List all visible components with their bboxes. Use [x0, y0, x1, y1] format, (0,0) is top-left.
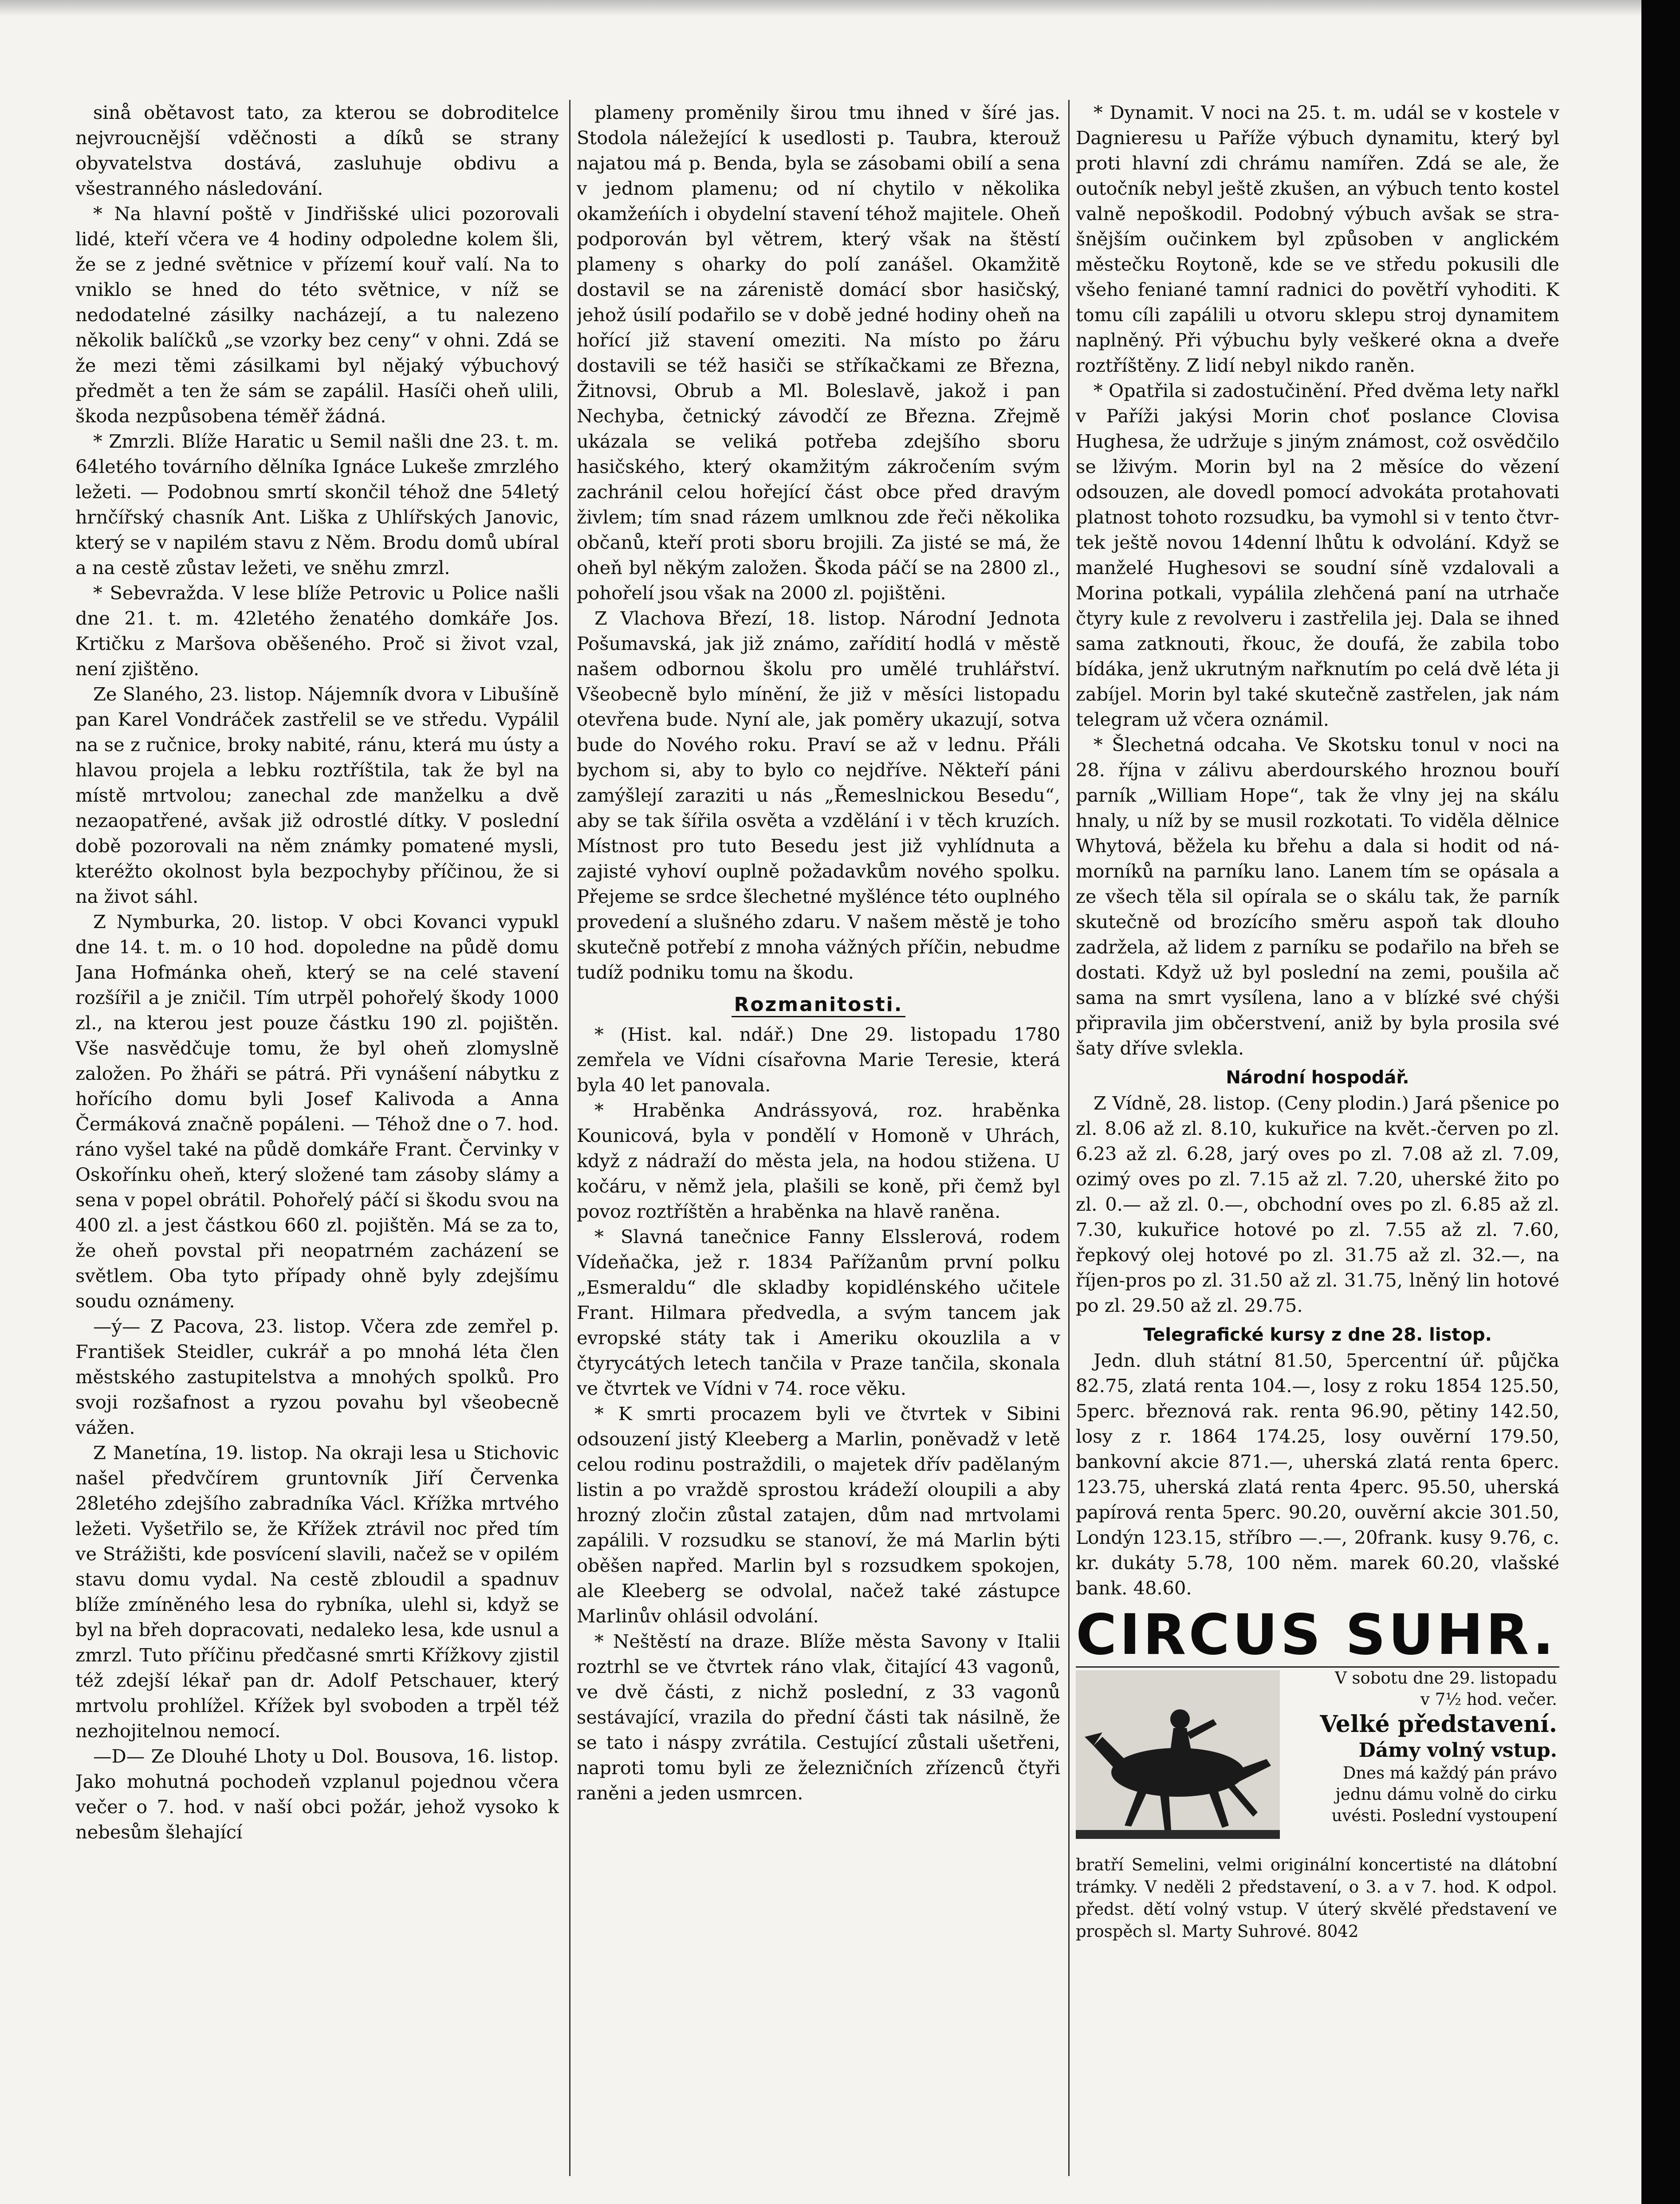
- news-paragraph: * Šlechetná odcaha. Ve Skotsku tonul v noci na 28. října v zálivu aberdourského hroznou bouří parník „William Hope“, tak že vlny jej na skálu hnaly, u níž by se musil rozkotati. To viděla dělnice Whytová, běžela ku břehu a dala si hodit od námorníků na parníku lano. Lanem tím se opásala a ze všech těla sil opírala se o skálu tak, že parník skutečně od brozícího směru aspoň tak dlouho zadržela, až lidem z parníku se podařilo na břeh se dostati. Když už byl poslední na zemi, poušila ač sama na smrt vysílena, lano a v blízké své chýši připravila jim občerstvení, aniž by byla prosila své šaty dříve svlekla.: [1076, 734, 1559, 1059]
- circus-line-6: jednu dámu volně do cirku: [1335, 1785, 1557, 1804]
- circus-ladies-free: Dámy volný vstup.: [1358, 1739, 1557, 1762]
- section-heading: [577, 992, 1060, 1017]
- text-column-2: [577, 100, 1060, 2176]
- news-paragraph: * Hraběnka Andrássyová, roz. hraběnka Kounicová, byla v pondělí v Homoně v Uhrách, když z nádraží do města jela, na hodou stižena. U kočáru, v němž jela, plašili se koně, při čemž byl povoz roztříštěn a hraběnka na hlavě raněna.: [577, 1099, 1060, 1222]
- circus-advertisement: [1076, 1666, 1559, 1965]
- news-paragraph: Z Nymburka, 20. listop. V obci Kovanci vypukl dne 14. t. m. o 10 hod. dopoledne na půdě domu Jana Hofmánka oheň, který se na celé stavení rozšířil a je zničil. Tím utrpěl pohořelý škody 1000 zl., na kterou jest pouze částku 190 zl. pojištěn. Vše nasvědčuje tomu, že byl oheň zlomyslně založen. Po žháři se pátrá. Při vynášení nábytku z hořícího domu byli Josef Kalivoda a Anna Čermáková značně popáleni. — Téhož dne o 7. hod. ráno vyšel také na půdě domkáře Frant. Červinky v Oskořínku oheň, který složené tam zásoby slámy a sena v popel obrátil. Pohořelý páčí si škodu svou na 400 zl. a jest částkou 660 zl. pojištěn. Má se za to, že oheň povstal při neopatrném zacházení se světlem. Oba tyto případy ohně byly zdejšímu soudu oznámeny.: [75, 911, 559, 1312]
- news-paragraph: * Na hlavní poště v Jindřišské ulici pozorovali lidé, kteří včera ve 4 hodiny odpoledne kolem šli, že se z jedné světnice v přízemí kouř valí. Na to vniklo se hned do této světnice, v níž se nedodatelné zásilky nacházejí, a tu nalezeno několik balíčků „se vzorky bez ceny“ v ohni. Zdá se že mezi těmi zásilkami byl nějaký výbuchový předmět a ten že sám se zapálil. Hasíči oheň ulili, škoda nezpůsobena téměř žádná.: [75, 203, 559, 427]
- circus-headline: Velké představení.: [1320, 1711, 1557, 1738]
- column-rule: [569, 100, 570, 2176]
- scan-right-border: [1641, 0, 1680, 2204]
- column-rule: [1068, 100, 1070, 2176]
- news-paragraph: sinå obětavost tato, za kterou se dobroditelce nejvroucnější vděčnosti a díků se strany obyvatelstva dostává, zasluhuje obdivu a všestranného následování.: [75, 102, 559, 199]
- news-paragraph: Ze Slaného, 23. listop. Nájemník dvora v Libušíně pan Karel Vondráček zastřelil se ve středu. Vypálil na se z ručnice, broky nabité, ránu, která mu ústy a hlavou projela a lebku roztříštila, tak že byl na místě mrtvolou; zanechal zde manželku a dvě nezaopatřené, avšak již odrostlé dítky. V poslední době pozorovali na něm známky pomatené mysli, kteréžto okolnost byla bezpochyby příčinou, že si na život sáhl.: [75, 683, 559, 907]
- news-paragraph: * Dynamit. V noci na 25. t. m. udál se v kostele v Dagnieresu u Paříže výbuch dynamitu, který byl proti hlavní zdi chrámu namířen. Zdá se ale, že outočník nebyl ještě zkušen, an výbuch tento kostel valně nepoškodil. Podobný výbuch avšak se strašnějším oučinkem byl způsoben v anglickém městečku Roytoně, kde se ve středu pokusili dle všeho feniané tamní radnici do povětří vyhoditi. K tomu cíli zapálili u otvoru sklepu stroj dynamitem naplněný. Při výbuchu byly veškeré okna a dveře roztříštěny. Z lidí nebyl nikdo raněn.: [1076, 102, 1559, 376]
- newspaper-page: [75, 100, 1559, 2185]
- subsection-heading: Telegrafické kursy z dne 28. listop.: [1143, 1325, 1492, 1345]
- circus-line-5: Dnes má každý pán právo: [1342, 1763, 1557, 1783]
- news-paragraph: * Slavná tanečnice Fanny Elsslerová, rodem Vídeňačka, jež r. 1834 Pařížanům první polku „Esmeraldu“ dle skladby kopidlénského učitele Frant. Hilmara předvedla, a svým tancem jak evropské státy tak i Ameriku okouzlila a v čtyrycátých letech tančila v Praze tančila, skonala ve čtvrtek ve Vídni v 74. roce věku.: [577, 1226, 1060, 1399]
- text-column-1: [75, 100, 559, 2176]
- news-paragraph: —ý— Z Pacova, 23. listop. Včera zde zemřel p. František Steidler, cukrář a po mnohá léta člen městského zastupitelstva a mnohých spolků. Pro svoji rozšafnost a ryzou povahu byl všeobecně vážen.: [75, 1315, 559, 1438]
- horse-rider-illustration: [1076, 1670, 1280, 1839]
- news-paragraph: Jedn. dluh státní 81.50, 5percentní úř. půjčka 82.75, zlatá renta 104.—, losy z roku 1854 125.50, 5perc. březnová rak. renta 96.90, pětiny 142.50, losy z r. 1864 174.25, losy ouvěrní 179.50, bankovní akcie 871.—, uherská zlatá renta 6perc. 123.75, uherská zlatá renta 4perc. 95.50, uherská papírová renta 5perc. 90.20, ouvěrní akcie 301.50, Londýn 123.15, stříbro —.—, 20frank. kusy 9.76, c. kr. dukáty 5.78, 100 něm. marek 60.20, vlašské bank. 48.60.: [1076, 1350, 1559, 1599]
- circus-date: V sobotu dne 29. listopadu: [1335, 1669, 1557, 1688]
- news-paragraph: Z Vlachova Březí, 18. listop. Národní Jednota Pošumavská, jak již známo, zařídití hodlá v městě našem odbornou školu pro umělé truhlářství. Všeobecně bylo mínění, že již v měsíci listopadu otevřena bude. Nyní ale, jak poměry ukazují, sotva bude do Nového roku. Praví se až v lednu. Přáli bychom si, aby to bylo co nejdříve. Někteří páni zamýšlejí zaraziti u nás „Řemeslnickou Besedu“, aby se tak šířila osvěta a vzdělání i v těch kruzích. Místnost pro tuto Besedu jest již vyhlídnuta a zajisté vyhoví ouplně požadavkům nového spolku. Přejeme se srdce šlechetné myšlénce této ouplného provedení a slušného zdaru. V našem městě je toho skutečně potřebí z mnoha vážných příčin, nebudme tudíž podniku tomu na škodu.: [577, 607, 1060, 983]
- news-paragraph: * K smrti procazem byli ve čtvrtek v Sibini odsouzení jistý Kleeberg a Marlin, poněvadž v letě celou rodinu postraždili, o majetek dřív padělaným listin a po vraždě sprostou krádeží oloupili a aby hrozný zločin zůstal zatajen, dům nad mrtvolami zapálili. V rozsudku se stanoví, že má Marlin býti oběšen napřed. Marlin byl s rozsudkem spokojen, ale Kleeberg se odvolal, načež také zástupce Marlinův ohlásil odvolání.: [577, 1403, 1060, 1627]
- news-paragraph: Z Manetína, 19. listop. Na okraji lesa u Stichovic našel předvčírem gruntovník Jiří Červenka 28letého zdejšího zabradníka Václ. Křížka mrtvého ležeti. Vyšetřilo se, že Křížek ztrávil noc před tím ve Strážišti, kde posvícení slavili, načež se v opilém stavu domu vydal. Na cestě zbloudil a spadnuv blíže zmíněného lesa do rybníka, ulehl si, když se byl na břeh dopracovati, nedaleko lesa, kde usnul a zmrzl. Tuto příčinu předčasné smrti Křížkovy zjistil též zdejší lékař pan dr. Adolf Petschauer, který mrtvolu prohlížel. Křížek byl svoboden a trpěl též nezhojitelnou nemocí.: [75, 1442, 559, 1742]
- circus-advert-text: [1282, 1668, 1557, 1826]
- column-3-articles: [1076, 100, 1559, 1601]
- news-paragraph: Z Vídně, 28. listop. (Ceny plodin.) Jará pšenice po zl. 8.06 až zl. 8.10, kukuřice na květ.-červen po zl. 6.23 až zl. 6.28, jarý oves po zl. 7.08 až zl. 7.09, ozimý oves po zl. 7.15 až zl. 7.20, uherské žito po zl. 0.— až zl. 0.—, obchodní oves po zl. 6.85 až zl. 7.30, kukuřice hotové po zl. 7.55 až zl. 7.60, řepkový olej hotové po zl. 31.75 až zl. 32.—, na říjen-pros po zl. 31.50 až zl. 31.75, lněný lin hotové po zl. 29.50 až zl. 29.75.: [1076, 1092, 1559, 1316]
- circus-advert-footer: bratří Semelini, velmi originální koncertisté na dlátobní trámky. V neděli 2 představení, o 3. a v 7. hod. K odpol. předst. dětí volný vstup. V úterý skvělé představení ve prospěch sl. Marty Suhrové. 8042: [1076, 1855, 1557, 1941]
- section-heading-text: Rozmanitosti.: [732, 993, 906, 1017]
- news-paragraph: plameny proměnily širou tmu ihned v šíré jas. Stodola náležející k usedlosti p. Taubra, kterouž najatou má p. Benda, byla se zásobami obilí a sena v jednom plamenu; od ní chytilo v několika okamžeńích i obydelní stavení téhož majitele. Oheň podporován byl větrem, který však na štěstí plameny s oharky do polí zanášel. Okamžitě dostavil se na zárenistě domácí sbor hasičský, jehož úsilí podařilo se v době jedné hodiny oheň na hořící již stavení omeziti. Na místo po žáru dostavili se též hasiči se stříkačkami ze Března, Žitnovsi, Obrub a Ml. Boleslavě, jakož i pan Nechyba, četnický závodčí ze Března. Zřejmě ukázala se veliká potřeba zdejšího sboru hasičského, který okamžitým zákročením svým zachránil celou hořející část obce před dravým živlem; tím snad rázem umlknou zde řeči několika občanů, kteří proti sboru brojili. Za jisté se má, že oheň byl někým založen. Škoda páčí se na 2800 zl., pohořelí jsou však na 2000 zl. pojištěni.: [577, 102, 1060, 604]
- news-paragraph: * Opatřila si zadostučinění. Před dvěma lety nařkl v Paříži jakýsi Morin choť poslance Clovisa Hughesa, že udržuje s jiným známost, což osvědčilo se lživým. Morin byl na 2 měsíce do vězení odsouzen, ale dovedl pomocí advokáta protahovati platnost tohoto rozsudku, ba vymohl si v tento čtvrtek ještě novou 14denní lhůtu k odvolání. Když se manželé Hughesovi se soudní síně vzdalovali a Morina potkali, vypálila zlehčená paní na utrhače čtyry kule z revolveru i zastřelila jej. Dala se ihned sama zatknouti, řkouc, že doufá, že zabila tobo bídáka, jenž ukrutným nařknutím po celá dvě léta ji zabíjel. Morin byl také skutečně zastřelen, jak nám telegram už včera oznámil.: [1076, 380, 1559, 730]
- news-paragraph: * Zmrzli. Blíže Haratic u Semil našli dne 23. t. m. 64letého továrního dělníka Ignáce Lukeše zmrzlého ležeti. — Podobnou smrtí skončil téhož dne 54letý hrnčířský chasník Ant. Liška z Uhlířských Janovic, který se v napilém stavu z Něm. Brodu domů ubíral a na cestě zůstav ležeti, ve sněhu zmrzl.: [75, 430, 559, 579]
- text-column-3: [1076, 100, 1559, 2176]
- news-paragraph: —D— Ze Dlouhé Lhoty u Dol. Bousova, 16. listop. Jako mohutná pochodeň vzplanul pojednou včera večer o 7. hod. v naší obci požár, jehož vysoko k nebesům šlehající: [75, 1745, 559, 1843]
- circus-time: v 7½ hod. večer.: [1420, 1690, 1557, 1709]
- circus-advert-title: CIRCUS SUHR.: [1076, 1602, 1557, 1667]
- news-paragraph: * Sebevražda. V lese blíže Petrovic u Police našli dne 21. t. m. 42letého ženatého domkáře Jos. Krtičku z Maršova oběšeného. Proč si život vzal, není zjištěno.: [75, 582, 559, 680]
- news-paragraph: * Neštěstí na draze. Blíže města Savony v Italii roztrhl se ve čtvrtek ráno vlak, čitající 43 vagonů, ve dvě části, z nichž poslední, z 33 vagonů sestávající, vrazila do přední části tak násilně, že se tato i náspy zvrátila. Cestující zůstali ušetřeni, naproti tomu byli ze železničních zřízenců čtyři raněni a jeden usmrcen.: [577, 1630, 1060, 1804]
- circus-line-7: uvésti. Poslední vystoupení: [1331, 1806, 1557, 1825]
- news-paragraph: * (Hist. kal. ndář.) Dne 29. listopadu 1780 zemřela ve Vídni císařovna Marie Teresie, která byla 40 let panovala.: [577, 1023, 1060, 1096]
- scan-top-shadow: [0, 0, 1680, 16]
- subsection-heading: Národní hospodář.: [1226, 1067, 1409, 1088]
